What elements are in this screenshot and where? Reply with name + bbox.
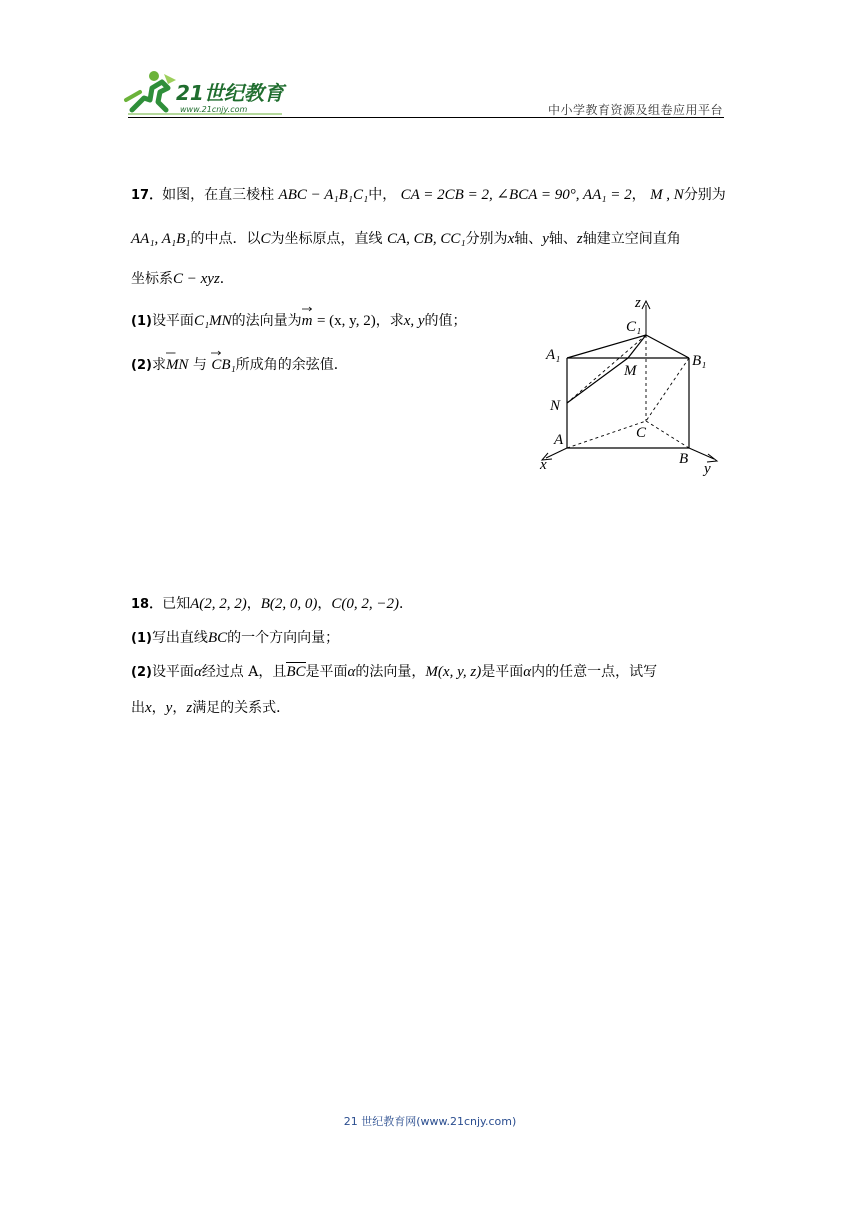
vector-mn-label: MN (165, 357, 189, 373)
q18-text: 是平面 (305, 664, 348, 680)
vector-arrow-icon (302, 306, 312, 312)
vector-mn (166, 355, 189, 375)
q17-text: 如图，在直三棱柱 (162, 187, 275, 203)
q18-math: x (145, 700, 152, 716)
edge-cb (646, 421, 689, 448)
q18-number: 18． (131, 597, 163, 612)
q17-text: 的法向量为 (231, 313, 302, 329)
q18-math: α (523, 664, 532, 680)
y-axis (689, 448, 714, 459)
vector-arrow-icon (166, 350, 176, 356)
edge-c1b1 (646, 335, 689, 358)
q18-text: 经过点 A，且 (201, 664, 287, 680)
prism-name: ABC − A₁B₁C₁ (278, 187, 369, 203)
q17-number: 17． (131, 188, 163, 203)
q17-math: y (542, 231, 549, 247)
q18-text: 设平面 (151, 664, 194, 680)
q17-math: CA, CB, CC₁ (387, 231, 466, 247)
q17-text: 所成角的余弦值． (235, 357, 348, 373)
label-a: A (554, 432, 564, 448)
vector-arrow-icon (211, 350, 221, 356)
q18-text: ， (317, 596, 332, 612)
runner-icon (126, 71, 176, 110)
q17-text: 轴、 (514, 231, 543, 247)
edge-ac (567, 421, 646, 448)
prism-figure (532, 293, 732, 483)
q17-text: 轴、 (548, 231, 577, 247)
q18-text: 的一个方向向量； (227, 630, 340, 646)
vector-m-label: m (301, 313, 313, 329)
q18-text: ， (172, 700, 187, 716)
q17-line-2 (131, 229, 681, 249)
header-tagline: 中小学教育资源及组卷应用平台 (547, 103, 723, 117)
q17-math: x, y (403, 313, 425, 329)
label-x: x (540, 457, 547, 473)
q17-math: x (507, 231, 515, 247)
q17-text: 坐标系 (131, 271, 173, 287)
q18-text: ， (246, 596, 261, 612)
vector-bc: BC (286, 664, 306, 680)
q17-math: C − xyz (173, 271, 220, 287)
q17-line-3 (131, 269, 234, 289)
label-c: C (636, 425, 647, 441)
q18-text: 写出直线 (151, 630, 208, 646)
logo-text: 21世纪教育 (176, 81, 284, 105)
vector-m (302, 311, 313, 331)
segment-c1m (628, 335, 646, 358)
q17-text: 设平面 (151, 313, 194, 329)
q17-math: AA₁, A₁B₁ (131, 231, 191, 247)
q18-text: 是平面 (481, 664, 524, 680)
q17-text: ，求 (375, 313, 404, 329)
x-axis (546, 448, 567, 458)
q17-math: C₁MN (193, 313, 232, 329)
label-a1: A₁ (546, 347, 561, 363)
q18-math: BC (207, 630, 228, 646)
q17-math: z (576, 231, 583, 247)
q18-math: M(x, y, z) (425, 664, 482, 680)
q17-part-2 (131, 355, 348, 376)
label-b1: B₁ (692, 353, 707, 369)
q17-text: ． (219, 271, 234, 287)
header-divider (128, 117, 724, 118)
q17-math: = (x, y, 2) (316, 313, 376, 329)
q17-text: 的中点．以 (190, 231, 261, 247)
q17-math: C (260, 231, 271, 247)
site-logo (122, 70, 292, 116)
q18-text: ， (151, 700, 166, 716)
q18-part-2-cont (131, 698, 290, 718)
label-m: M (624, 363, 637, 379)
point-b: B(2, 0, 0) (260, 596, 318, 612)
label-b: B (679, 451, 689, 467)
q17-line-1 (131, 185, 726, 206)
q18-text: 的法向量， (355, 664, 426, 680)
vector-cb1 (211, 355, 235, 375)
edge-a1c1 (567, 335, 646, 358)
q18-part-1 (131, 628, 339, 649)
q18-text: 内的任意一点，试写 (531, 664, 658, 680)
point-a: A(2, 2, 2) (190, 596, 247, 612)
q18-text: 满足的关系式． (192, 700, 291, 716)
q17-text: 与 (192, 357, 207, 373)
q18-part-2 (131, 662, 657, 683)
q17-text: ， (631, 187, 646, 203)
segment-mb (567, 358, 628, 403)
page-footer: 21 世纪教育网(www.21cnjy.com) (343, 1115, 517, 1128)
q18-math: α (347, 664, 356, 680)
q17-text: 的值； (424, 313, 467, 329)
part-label: (2) (131, 358, 152, 373)
q17-text: 轴建立空间直角 (582, 231, 681, 247)
q17-mn: M , N (650, 187, 684, 203)
q17-text: 为坐标原点，直线 (270, 231, 383, 247)
segment-b1c (646, 358, 689, 421)
q18-text: 出 (131, 700, 145, 716)
vector-cb1-label: CB₁ (211, 357, 236, 373)
q18-math: α (193, 664, 202, 680)
q18-line-1 (131, 594, 413, 615)
label-c1: C₁ (626, 319, 642, 335)
q17-part-1 (131, 311, 467, 332)
label-y: y (704, 461, 711, 477)
q17-conditions: CA = 2CB = 2, ∠BCA = 90°, AA₁ = 2 (400, 187, 632, 203)
label-z: z (635, 295, 641, 311)
q18-text: ． (399, 596, 414, 612)
part-label: (1) (131, 314, 152, 329)
q17-text: 求 (151, 357, 166, 373)
label-n: N (550, 398, 561, 414)
q17-text: 中， (368, 187, 397, 203)
part-label: (1) (131, 631, 152, 646)
q18-math: y (165, 700, 173, 716)
q18-math: z (186, 700, 193, 716)
point-c: C(0, 2, −2) (331, 596, 400, 612)
q17-text: 分别为 (683, 187, 726, 203)
part-label: (2) (131, 665, 152, 680)
page-header (0, 0, 860, 130)
q17-text: 分别为 (465, 231, 508, 247)
q18-text: 已知 (162, 596, 191, 612)
logo-url: www.21cnjy.com (180, 105, 248, 114)
